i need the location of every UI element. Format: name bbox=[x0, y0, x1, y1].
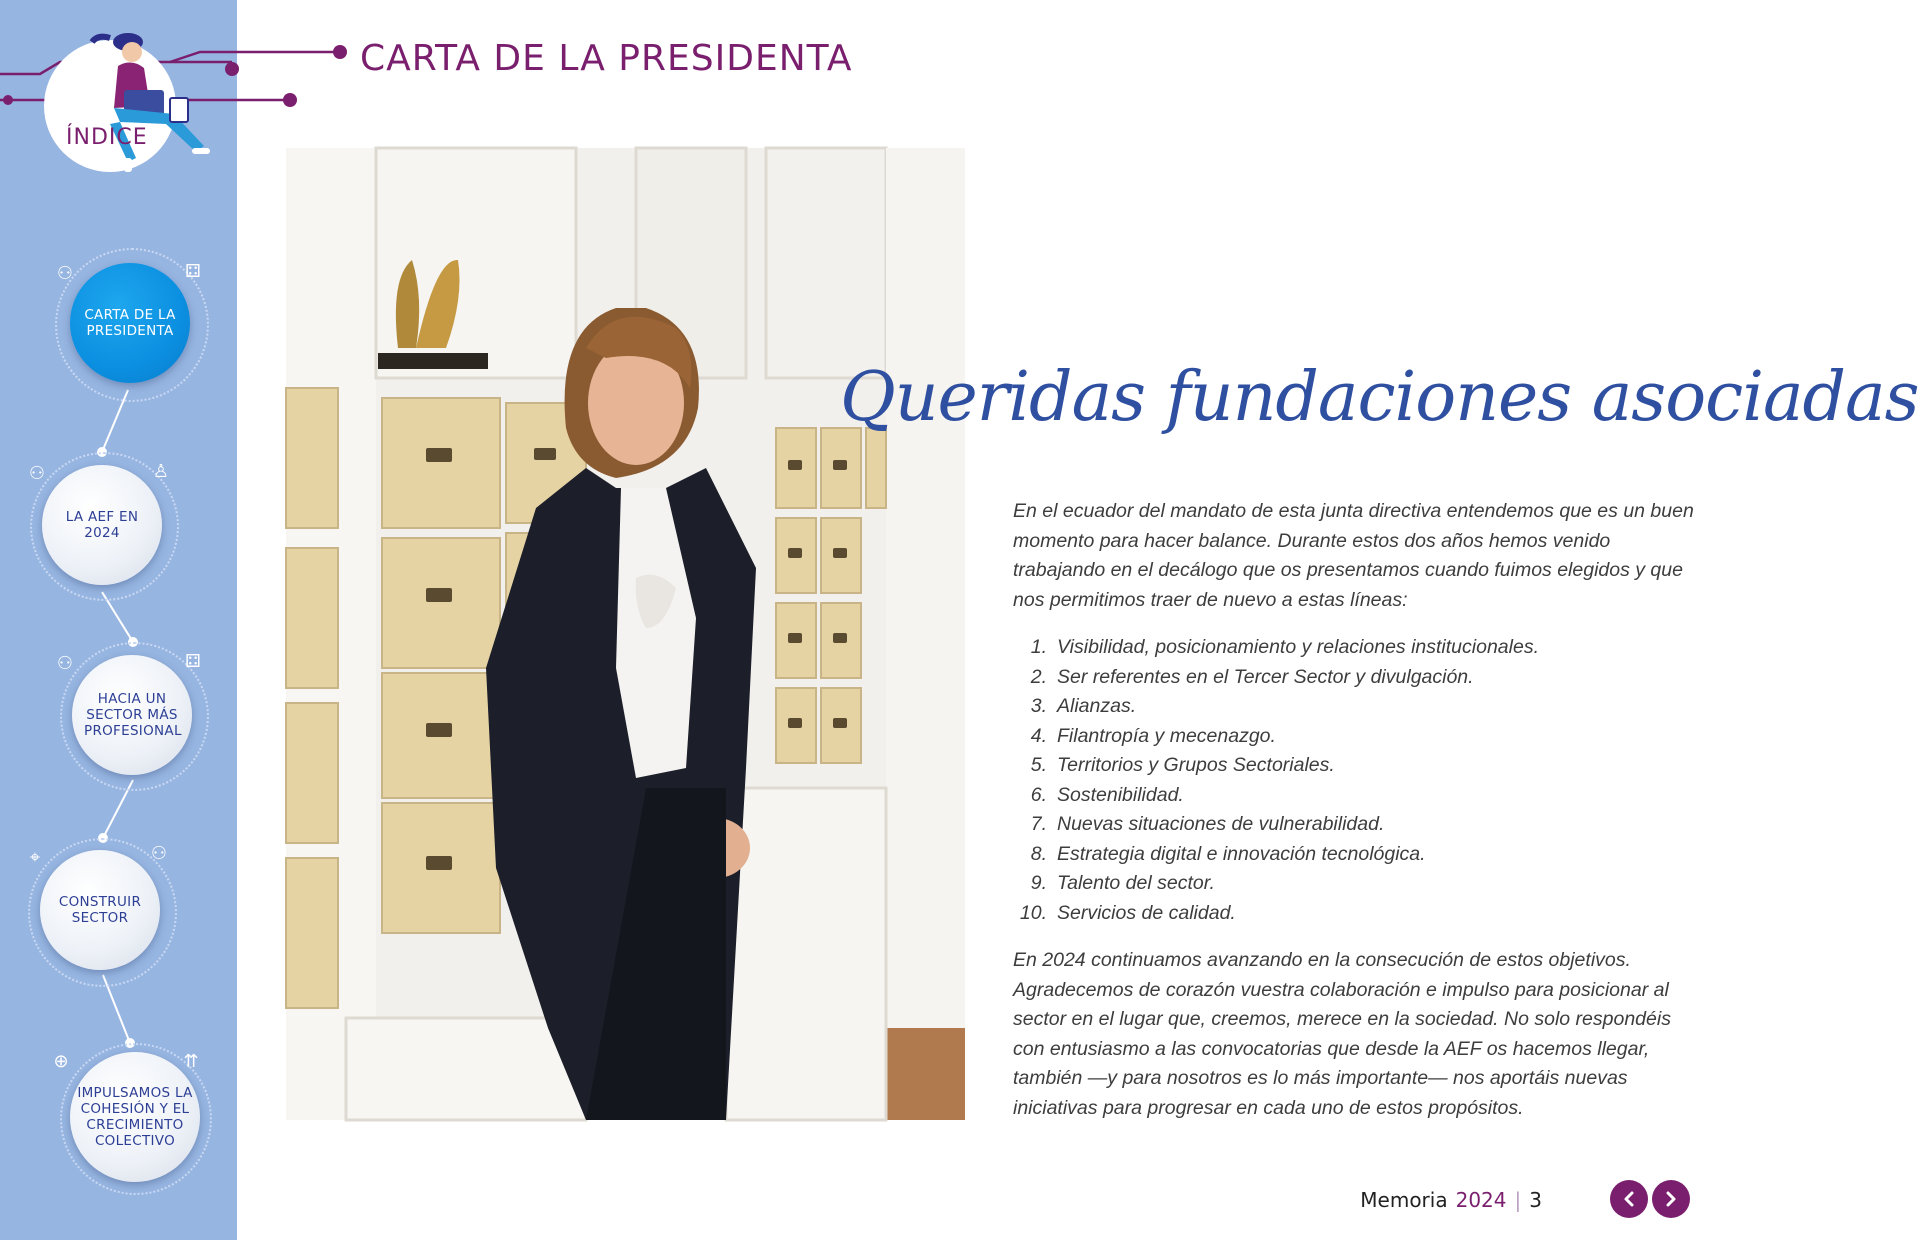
group-icon: ⚇ bbox=[150, 843, 168, 863]
list-item-text: Estrategia digital e innovación tecnológica. bbox=[1057, 842, 1426, 865]
list-item-number: 5. bbox=[1030, 754, 1047, 776]
nav-item-label: LA AEF EN 2024 bbox=[65, 509, 139, 541]
list-item-number: 10. bbox=[1019, 901, 1047, 924]
list-item-number: 9. bbox=[1030, 872, 1047, 894]
index-label: ÍNDICE bbox=[66, 125, 148, 150]
nav-item-carta-de-la-presidenta[interactable] bbox=[70, 263, 190, 383]
president-portrait-photo bbox=[286, 148, 965, 1120]
list-item-number: 6. bbox=[1030, 783, 1047, 806]
page-footer bbox=[1360, 1188, 1542, 1212]
list-item bbox=[1013, 810, 1703, 840]
next-page-button[interactable] bbox=[1652, 1180, 1690, 1218]
list-item-text: Talento del sector. bbox=[1057, 872, 1215, 894]
list-item-number: 3. bbox=[1030, 695, 1047, 717]
nav-item-hacia-un-sector-mas-profesional[interactable] bbox=[72, 655, 192, 775]
list-item-text: Filantropía y mecenazgo. bbox=[1057, 724, 1276, 747]
list-item-text: Territorios y Grupos Sectoriales. bbox=[1057, 754, 1335, 776]
letter-intro-paragraph: En el ecuador del mandato de esta junta directiva entendemos que es un buen momento para hacer balance. Durante estos dos años hemos venido trabajando en el decálogo que os presentamos cuando fuimos elegidos y que nos permitimos traer de nuevo a estas líneas: bbox=[1013, 500, 1694, 611]
previous-page-button[interactable] bbox=[1610, 1180, 1648, 1218]
list-item-number: 4. bbox=[1030, 724, 1047, 747]
growth-chart-icon: ⇈ bbox=[183, 1051, 199, 1071]
nav-item-label: CARTA DE LA PRESIDENTA bbox=[84, 307, 176, 339]
person-icon: ♙ bbox=[152, 461, 170, 481]
people-icon: ⚇ bbox=[28, 463, 46, 483]
list-item bbox=[1013, 722, 1703, 752]
list-item-number: 7. bbox=[1030, 813, 1047, 835]
nav-item-label: IMPULSAMOS LA COHESIÓN Y EL CRECIMIENTO COLECTIVO bbox=[77, 1085, 193, 1149]
meeting-icon: ⚃ bbox=[185, 651, 201, 671]
list-item-number: 2. bbox=[1030, 665, 1047, 688]
footer-label: Memoria bbox=[1360, 1188, 1448, 1212]
footer-year: 2024 bbox=[1455, 1188, 1507, 1212]
letter-greeting: Queridas fundaciones asociadas bbox=[840, 358, 1919, 437]
chevron-right-icon bbox=[1662, 1190, 1680, 1208]
list-item bbox=[1013, 663, 1703, 693]
list-item-number: 1. bbox=[1030, 636, 1047, 658]
team-icon: ⚇ bbox=[56, 653, 74, 673]
team-icon: ⚇ bbox=[56, 263, 74, 283]
meeting-icon: ⚃ bbox=[185, 261, 201, 281]
nav-item-label: CONSTRUIR SECTOR bbox=[58, 894, 142, 926]
nav-item-construir-sector[interactable] bbox=[40, 850, 160, 970]
objectives-list bbox=[1013, 633, 1703, 928]
list-item-text: Visibilidad, posicionamiento y relaciones institucionales. bbox=[1057, 636, 1539, 658]
chevron-left-icon bbox=[1620, 1190, 1638, 1208]
list-item bbox=[1013, 751, 1703, 781]
footer-separator: | bbox=[1514, 1188, 1522, 1212]
globe-network-icon: ⊕ bbox=[53, 1051, 69, 1071]
page-number: 3 bbox=[1529, 1188, 1542, 1212]
list-item-text: Alianzas. bbox=[1057, 695, 1137, 717]
list-item-text: Servicios de calidad. bbox=[1057, 901, 1236, 924]
list-item bbox=[1013, 840, 1703, 870]
list-item bbox=[1013, 692, 1703, 722]
letter-closing-paragraph: En 2024 continuamos avanzando en la consecución de estos objetivos. Agradecemos de corazón vuestra colaboración e impulso para posicionar al sector en el lugar que, creemos, merece en la sociedad. No solo respondéis con entusiasmo a las convocatorias que desde la AEF os hacemos llegar, también —y para nosotros es lo más importante— nos aportáis nuevas iniciativas para progresar en cada uno de estos propósitos. bbox=[1013, 949, 1671, 1119]
list-item bbox=[1013, 869, 1703, 899]
woman-laptop-illustration bbox=[80, 28, 220, 173]
list-item-text: Ser referentes en el Tercer Sector y divulgación. bbox=[1057, 665, 1474, 688]
list-item bbox=[1013, 781, 1703, 811]
nav-item-label: HACIA UN SECTOR MÁS PROFESIONAL bbox=[84, 691, 182, 739]
list-item-text: Nuevas situaciones de vulnerabilidad. bbox=[1057, 813, 1385, 835]
list-item-number: 8. bbox=[1030, 842, 1047, 865]
location-pin-icon: ⌖ bbox=[29, 847, 41, 867]
nav-item-la-aef-en-2024[interactable] bbox=[42, 465, 162, 585]
list-item bbox=[1013, 633, 1703, 663]
list-item-text: Sostenibilidad. bbox=[1057, 783, 1184, 806]
list-item bbox=[1013, 899, 1703, 929]
page-title: CARTA DE LA PRESIDENTA bbox=[360, 38, 853, 79]
